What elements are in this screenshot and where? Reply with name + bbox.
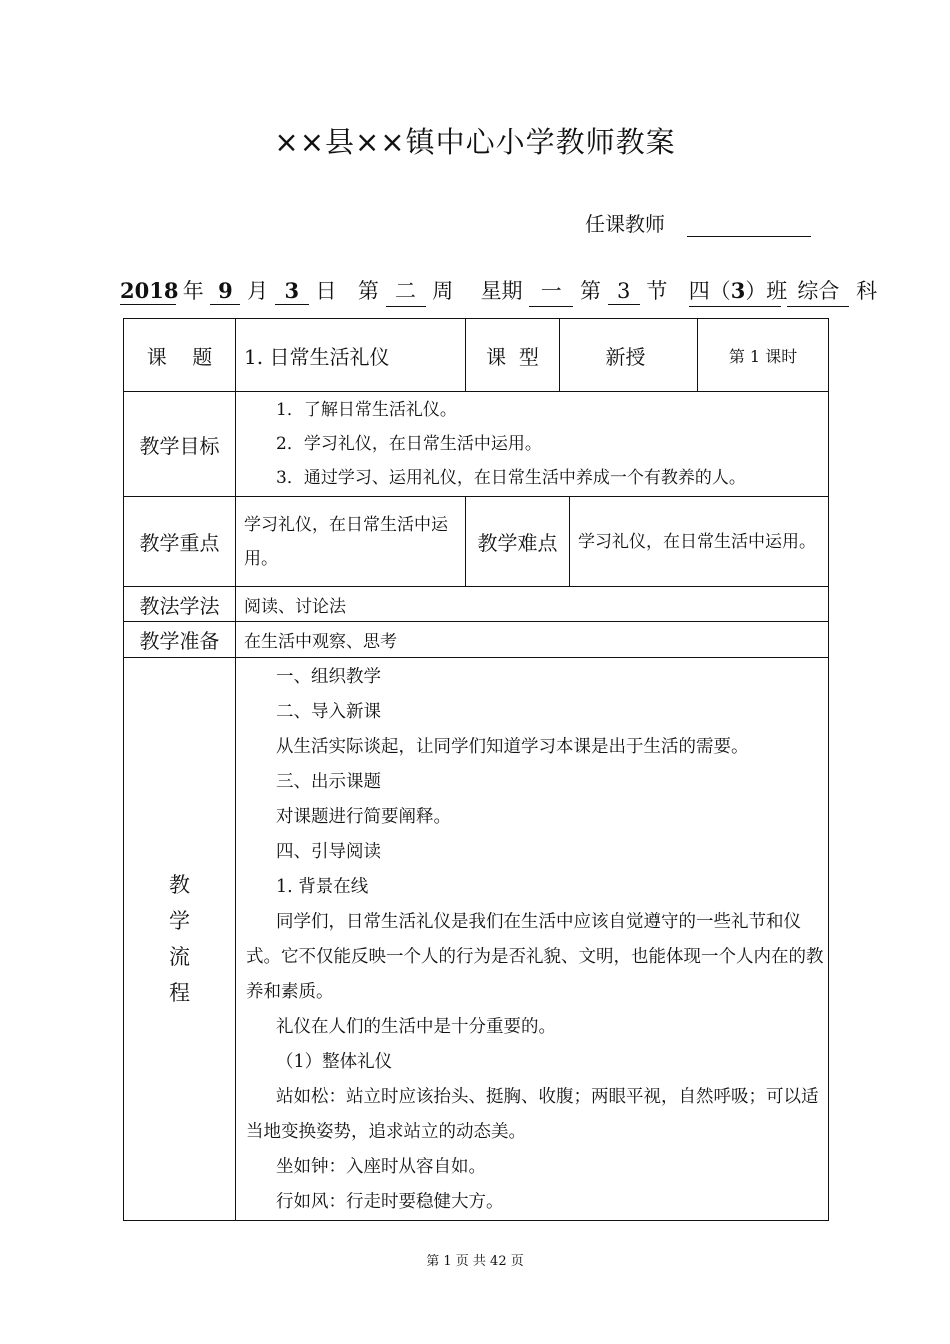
difficulty-text: 学习礼仪，在日常生活中运用。 [570, 497, 829, 587]
prep-label: 教学准备 [124, 622, 236, 658]
flow-paragraph: 同学们，日常生活礼仪是我们在生活中应该自觉遵守的一些礼节和仪式。它不仅能反映一个人的行为是否礼貌、文明，也能体现一个人内在的教养和素质。 [246, 912, 824, 1002]
flow-line: 对课题进行简要阐释。 [276, 807, 451, 827]
year-suffix: 年 [182, 279, 204, 303]
flow-line: 四、引导阅读 [276, 842, 381, 862]
week-suffix: 周 [432, 279, 454, 303]
flow-line: 一、组织教学 [276, 667, 381, 687]
flow-line: 三、出示课题 [276, 772, 381, 792]
difficulty-label: 教学难点 [466, 497, 570, 587]
day-value: 3 [275, 278, 309, 305]
key-label: 教学重点 [124, 497, 236, 587]
subject-value: 综合 [787, 275, 849, 307]
day-suffix: 日 [315, 279, 337, 303]
flow-paragraph: 站如松：站立时应该抬头、挺胸、收腹；两眼平视，自然呼吸；可以适当地变换姿势，追求站立的动态美。 [246, 1087, 819, 1142]
method-label: 教法学法 [124, 587, 236, 622]
method-row [124, 587, 829, 622]
weekday-prefix: 星期 [480, 279, 523, 303]
goal-item: 1．了解日常生活礼仪。 [276, 400, 457, 420]
prep-text: 在生活中观察、思考 [236, 622, 829, 658]
flow-content [236, 658, 829, 1221]
week-prefix: 第 [357, 279, 379, 303]
teacher-label: 任课教师 [585, 212, 665, 236]
date-line [120, 275, 877, 307]
flow-label: 教 学 流 程 [124, 658, 236, 1221]
lesson-plan-table [123, 318, 829, 1221]
type-label: 课 型 [466, 319, 560, 392]
goals-label: 教学目标 [124, 392, 236, 497]
page-title: ××县××镇中心小学教师教案 [274, 125, 676, 159]
period-value: 3 [608, 279, 640, 305]
topic-row [124, 319, 829, 392]
period-prefix: 第 [579, 279, 601, 303]
period-suffix: 节 [646, 279, 668, 303]
period-count: 第 1 课时 [698, 319, 829, 392]
month-value: 9 [210, 278, 240, 305]
flow-line: 1. 背景在线 [276, 877, 369, 897]
prep-row [124, 622, 829, 658]
goal-item: 2．学习礼仪，在日常生活中运用。 [276, 434, 542, 454]
year-value: 2018 [120, 278, 179, 303]
class-value: 四（3）班 [689, 275, 781, 307]
flow-line: 二、导入新课 [276, 702, 381, 722]
flow-line: 礼仪在人们的生活中是十分重要的。 [276, 1017, 556, 1037]
topic-value: 1. 日常生活礼仪 [236, 319, 466, 392]
month-suffix: 月 [247, 279, 269, 303]
flow-line: （1）整体礼仪 [276, 1052, 393, 1072]
key-row [124, 497, 829, 587]
page-footer: 第 1 页 共 42 页 [426, 1254, 524, 1269]
subject-suffix: 科 [856, 279, 878, 303]
week-value: 二 [386, 275, 426, 307]
type-value: 新授 [560, 319, 698, 392]
flow-line: 坐如钟：入座时从容自如。 [276, 1157, 486, 1177]
goals-row [124, 392, 829, 497]
flow-line: 从生活实际谈起，让同学们知道学习本课是出于生活的需要。 [276, 737, 749, 757]
key-text: 学习礼仪，在日常生活中运用。 [236, 497, 466, 587]
goal-item: 3．通过学习、运用礼仪，在日常生活中养成一个有教养的人。 [276, 468, 746, 488]
weekday-value: 一 [529, 275, 573, 307]
method-text: 阅读、讨论法 [236, 587, 829, 622]
flow-row [124, 658, 829, 1221]
flow-line: 行如风：行走时要稳健大方。 [276, 1192, 504, 1212]
topic-label: 课 题 [124, 319, 236, 392]
goals-list [236, 392, 829, 497]
teacher-name-blank [687, 236, 811, 237]
